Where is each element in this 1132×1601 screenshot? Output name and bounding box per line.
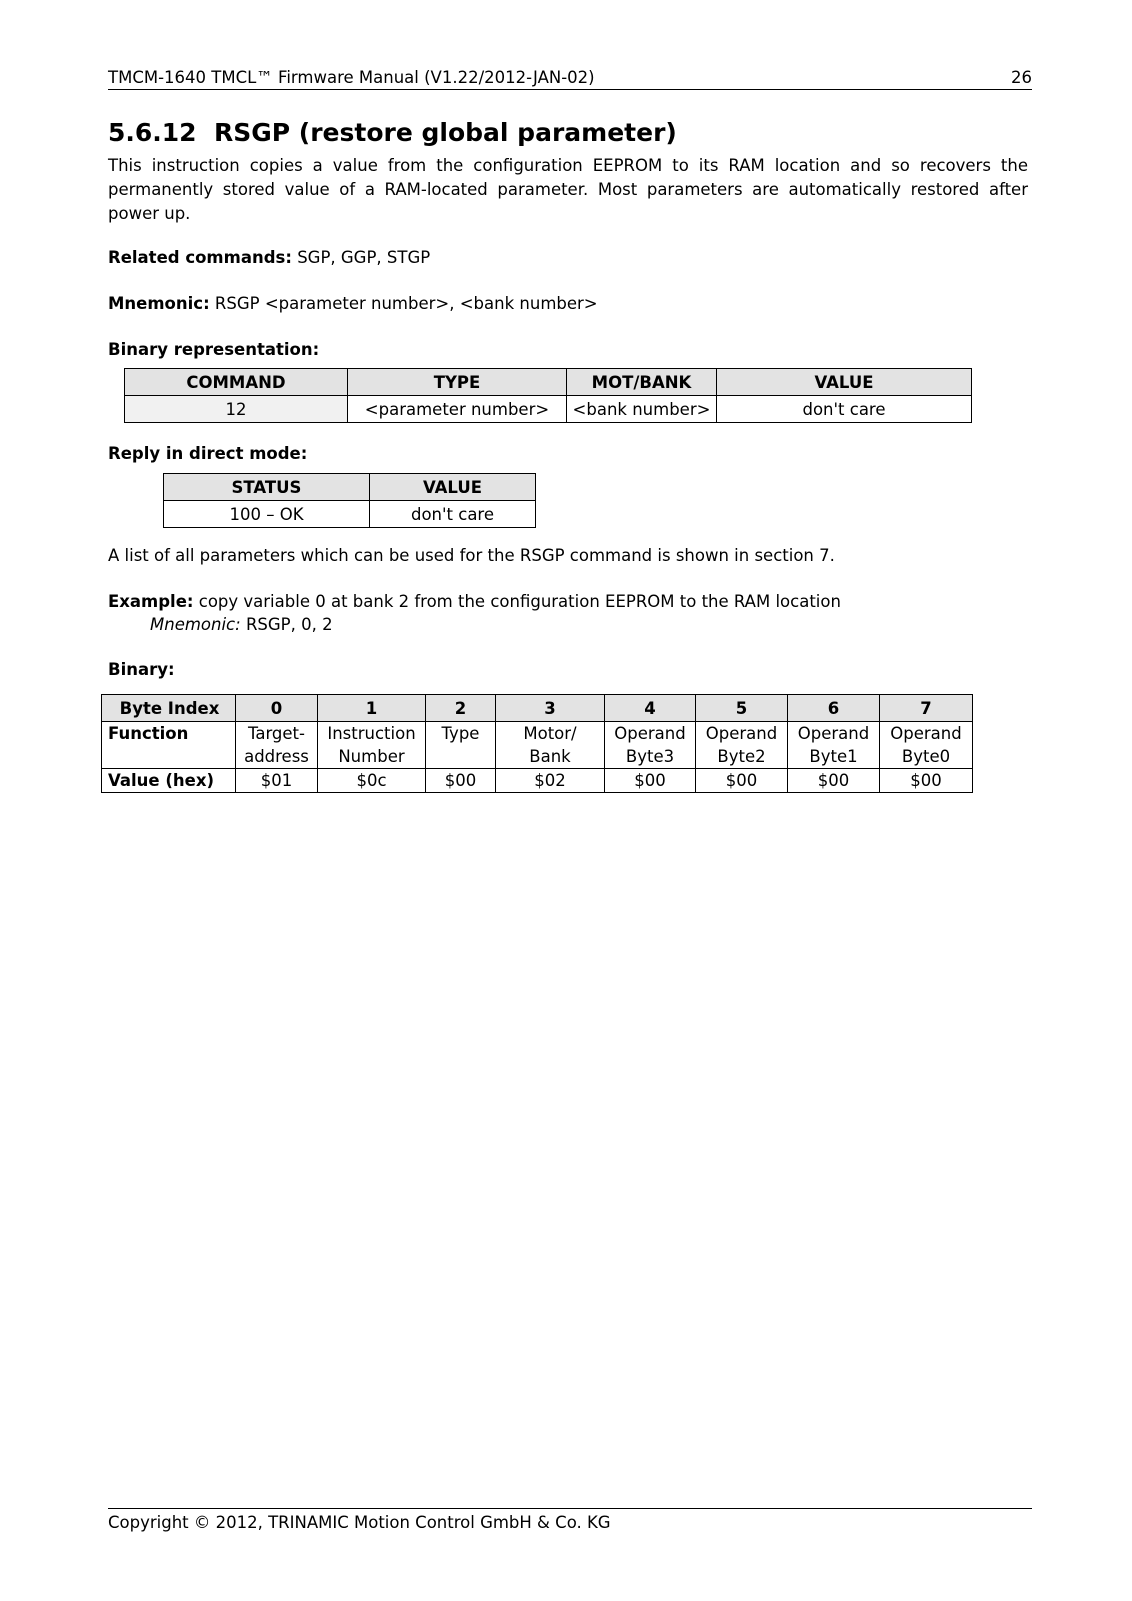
function-line: Instruction (327, 724, 416, 743)
table-row (164, 501, 536, 528)
table-header-row (164, 474, 536, 501)
byte-index-cell: 0 (236, 695, 318, 722)
function-line: Operand (614, 724, 686, 743)
mnemonic-value: RSGP <parameter number>, <bank number> (214, 294, 598, 313)
table-cell: 100 – OK (164, 501, 370, 528)
function-line: Operand (705, 724, 778, 743)
function-row (102, 722, 973, 769)
value-cell: $0c (318, 769, 426, 793)
example-mnemonic (150, 613, 1070, 637)
value-cell: $00 (426, 769, 496, 793)
function-line: Byte1 (809, 747, 858, 766)
example-text: copy variable 0 at bank 2 from the configuration EEPROM to the RAM location (198, 592, 841, 611)
function-line: Byte2 (717, 747, 766, 766)
value-cell: $00 (788, 769, 880, 793)
binary-representation-table (124, 368, 972, 423)
header-cell: MOT/BANK (567, 369, 717, 396)
function-line: Number (338, 747, 405, 766)
byte-index-cell: 4 (605, 695, 696, 722)
byte-index-cell: 6 (788, 695, 880, 722)
binary-table (101, 694, 973, 793)
page-number: 26 (1011, 68, 1032, 87)
value-cell: $00 (880, 769, 973, 793)
binary-representation-label: Binary representation: (108, 340, 320, 359)
header-cell: VALUE (717, 369, 972, 396)
function-cell (236, 722, 318, 769)
function-line: Byte0 (901, 747, 951, 766)
function-line: address (244, 747, 309, 766)
header-cell: STATUS (164, 474, 370, 501)
document-title: TMCM-1640 TMCL™ Firmware Manual (V1.22/2012-JAN-02) (108, 68, 595, 87)
byte-index-row (102, 695, 973, 722)
parameter-list-note: A list of all parameters which can be used for the RSGP command is shown in section 7. (108, 546, 835, 565)
function-line: Bank (529, 747, 571, 766)
function-cell (605, 722, 696, 769)
mnemonic-line (108, 292, 1028, 316)
value-row (102, 769, 973, 793)
function-cell (696, 722, 788, 769)
value-cell: $00 (605, 769, 696, 793)
byte-index-cell: 3 (496, 695, 605, 722)
function-cell (426, 722, 496, 769)
table-cell: 12 (125, 396, 348, 423)
value-cell: $01 (236, 769, 318, 793)
value-cell: $00 (696, 769, 788, 793)
example-line (108, 590, 1028, 614)
function-line: Motor/ (523, 724, 577, 743)
header-cell: VALUE (370, 474, 536, 501)
function-cell (496, 722, 605, 769)
byte-index-cell: 1 (318, 695, 426, 722)
table-cell: don't care (717, 396, 972, 423)
row-label: Value (hex) (102, 769, 236, 793)
function-line: Operand (797, 724, 870, 743)
byte-index-cell: 7 (880, 695, 973, 722)
section-heading (108, 118, 677, 147)
table-cell: <bank number> (567, 396, 717, 423)
function-line: Type (441, 724, 480, 743)
byte-index-cell: 5 (696, 695, 788, 722)
related-commands (108, 246, 1028, 270)
function-cell (880, 722, 973, 769)
table-cell: <parameter number> (348, 396, 567, 423)
row-label: Function (102, 722, 236, 769)
related-commands-label: Related commands: (108, 248, 292, 267)
function-line: Target- (247, 724, 305, 743)
reply-label: Reply in direct mode: (108, 444, 308, 463)
binary-label: Binary: (108, 660, 175, 679)
table-header-row (125, 369, 972, 396)
header-cell: COMMAND (125, 369, 348, 396)
byte-index-cell: 2 (426, 695, 496, 722)
reply-table (163, 473, 536, 528)
page-header (108, 68, 1032, 90)
mnemonic-label: Mnemonic: (108, 294, 210, 313)
function-cell (318, 722, 426, 769)
function-line: Byte3 (625, 747, 675, 766)
table-row (125, 396, 972, 423)
example-label: Example: (108, 592, 194, 611)
page-footer: Copyright © 2012, TRINAMIC Motion Control GmbH & Co. KG (108, 1508, 1032, 1532)
section-title: RSGP (restore global parameter) (214, 118, 677, 147)
function-line: Operand (890, 724, 962, 743)
value-cell: $02 (496, 769, 605, 793)
section-number: 5.6.12 (108, 118, 197, 147)
intro-paragraph: This instruction copies a value from the configuration EEPROM to its RAM location and so recovers the permanently stored value of a RAM-located parameter. Most parameters are automatically restored after power up. (108, 156, 1028, 223)
header-cell: TYPE (348, 369, 567, 396)
row-label: Byte Index (102, 695, 236, 722)
example-mnemonic-label: Mnemonic: (150, 615, 241, 634)
related-commands-value: SGP, GGP, STGP (297, 248, 431, 267)
table-cell: don't care (370, 501, 536, 528)
example-mnemonic-value: RSGP, 0, 2 (245, 615, 333, 634)
function-cell (788, 722, 880, 769)
